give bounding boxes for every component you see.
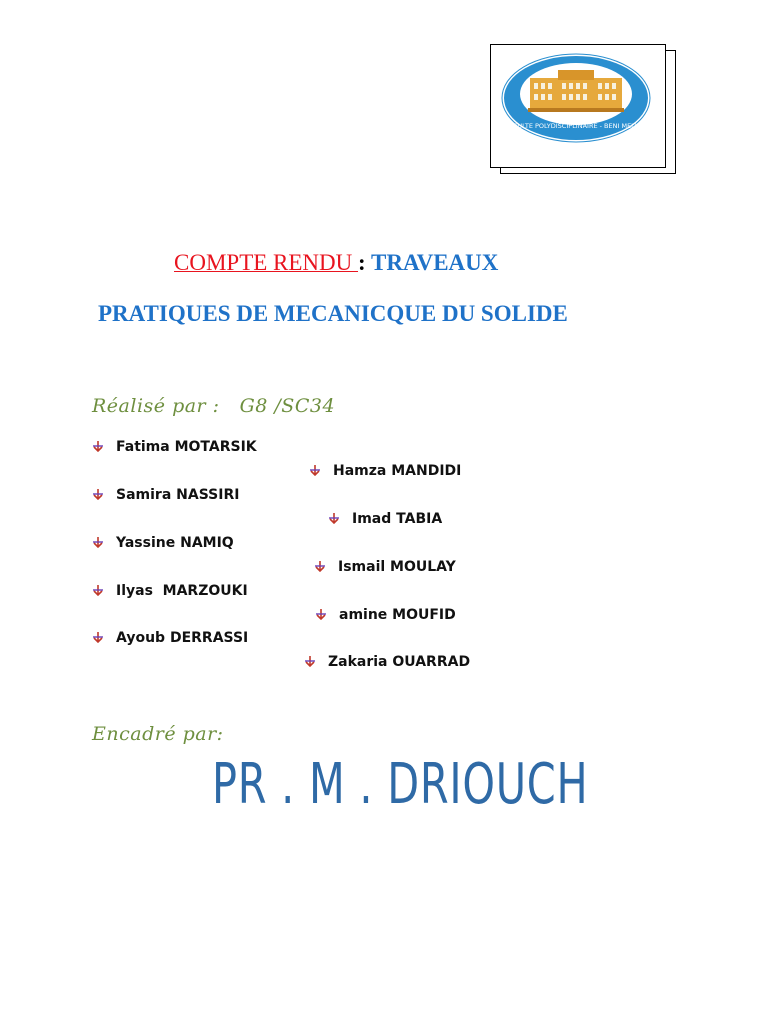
member-item — [315, 606, 456, 624]
title-colon: : — [358, 250, 372, 275]
member-item — [328, 510, 442, 528]
member-name: Fatima MOTARSIK — [116, 439, 257, 455]
member-name: Samira NASSIRI — [116, 487, 240, 503]
logo-caption: FACULTE POLYDISCIPLINAIRE - BENI MELLAL — [505, 122, 647, 130]
member-item — [309, 462, 461, 480]
member-item — [92, 629, 248, 647]
realise-par-heading — [92, 395, 335, 417]
arrow-bullet-icon — [315, 608, 327, 620]
report-title-line2: PRATIQUES DE MECANICQUE DU SOLIDE — [98, 301, 568, 326]
member-name: Yassine NAMIQ — [116, 535, 234, 551]
faculty-logo-frame — [490, 44, 676, 172]
supervisor-name: PR . M . DRIOUCH — [212, 752, 589, 817]
member-item — [92, 582, 248, 600]
arrow-bullet-icon — [92, 631, 104, 643]
member-name: Hamza MANDIDI — [333, 463, 462, 479]
member-item — [314, 558, 456, 576]
report-title-line1 — [174, 250, 498, 276]
arrow-bullet-icon — [92, 536, 104, 548]
encadre-par-label: Encadré par: — [92, 723, 224, 745]
member-name: Ismail MOULAY — [338, 559, 456, 575]
arrow-bullet-icon — [314, 560, 326, 572]
arrow-bullet-icon — [304, 655, 316, 667]
title-traveaux: TRAVEAUX — [371, 250, 499, 275]
member-name: amine MOUFID — [339, 607, 456, 623]
member-name: Imad TABIA — [352, 511, 443, 527]
member-item — [92, 534, 234, 552]
member-item — [92, 486, 239, 504]
arrow-bullet-icon — [92, 488, 104, 500]
group-code: G8 /SC34 — [239, 395, 336, 417]
member-item — [304, 653, 470, 671]
arrow-bullet-icon — [328, 512, 340, 524]
arrow-bullet-icon — [92, 584, 104, 596]
university-building-logo — [498, 50, 658, 162]
member-name: Zakaria OUARRAD — [328, 654, 471, 670]
arrow-bullet-icon — [92, 440, 104, 452]
title-compte-rendu: COMPTE RENDU — [174, 250, 359, 275]
member-item — [92, 438, 257, 456]
member-name: Ayoub DERRASSI — [116, 630, 249, 646]
arrow-bullet-icon — [309, 464, 321, 476]
realise-par-label: Réalisé par : — [92, 395, 220, 417]
member-name: Ilyas MARZOUKI — [116, 583, 248, 599]
